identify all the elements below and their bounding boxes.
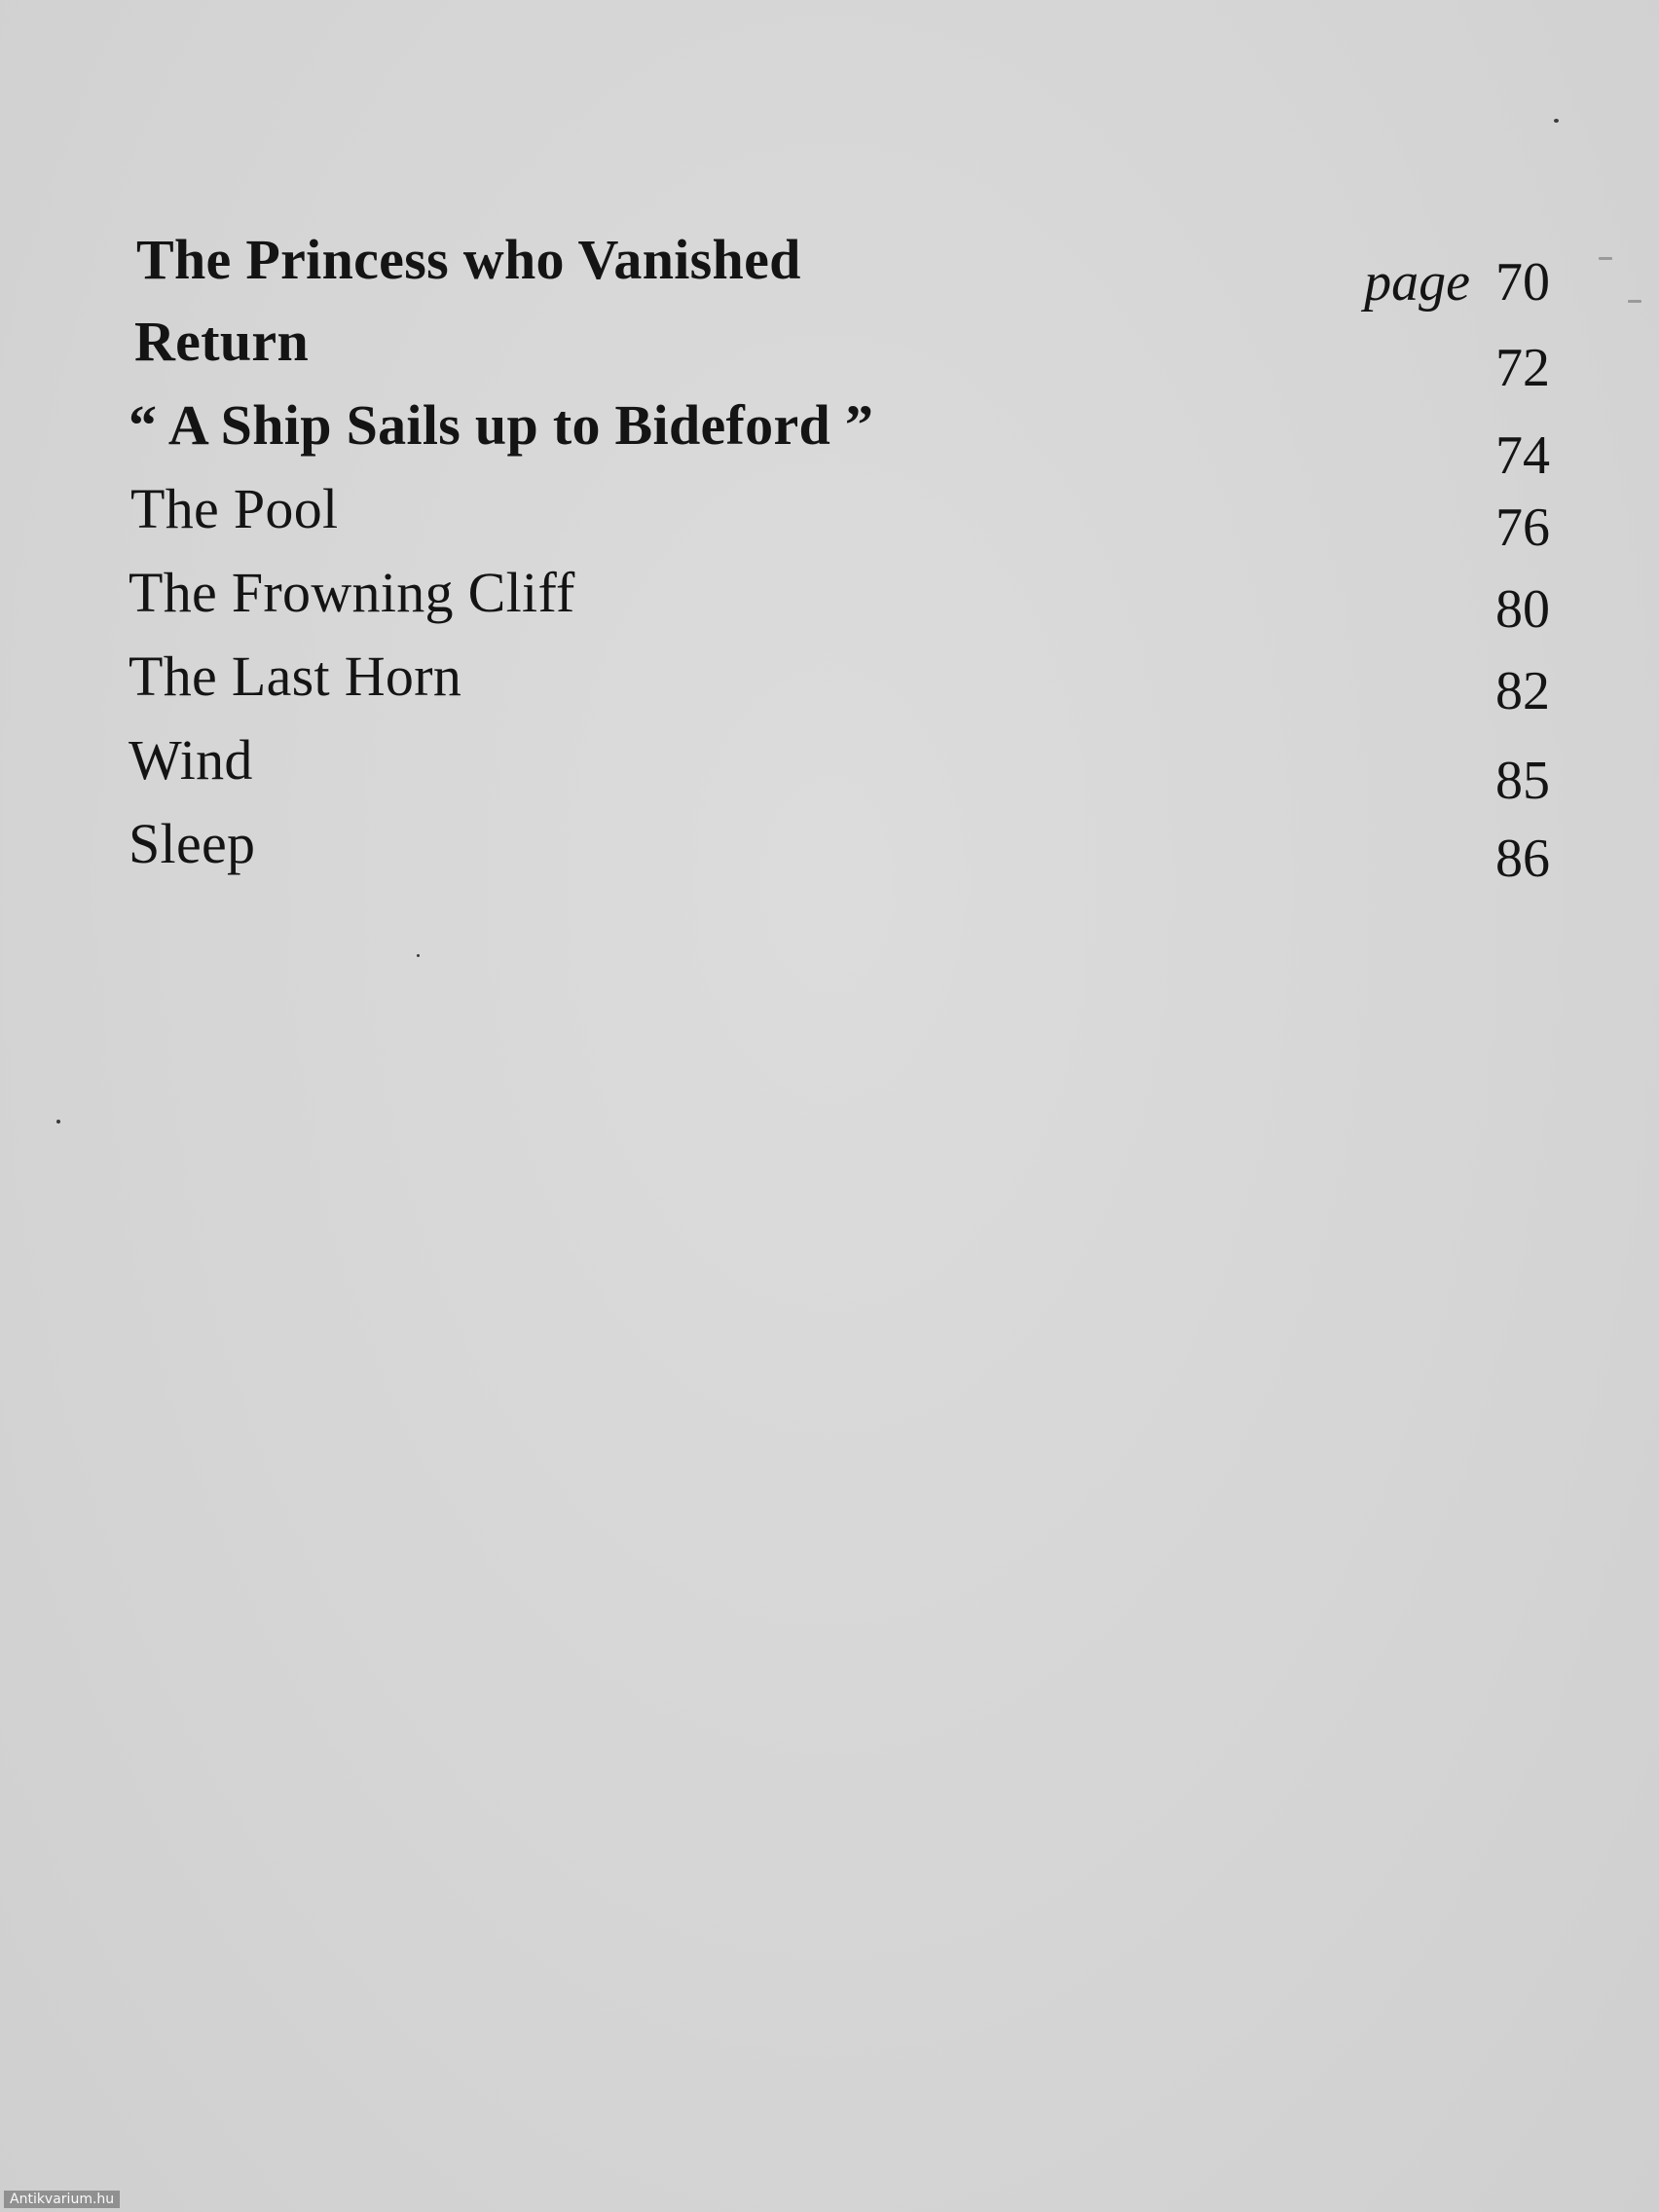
toc-entry-page-number: 82: [1495, 661, 1550, 721]
toc-entry-title: Sleep: [129, 812, 256, 875]
toc-entry-title: The Pool: [130, 477, 339, 540]
paper-speck: [1628, 300, 1641, 303]
toc-entry-page-number: 80: [1495, 579, 1550, 640]
paper-speck: [56, 1120, 60, 1124]
toc-entry-page: [1364, 252, 1550, 313]
paper-speck: [417, 954, 420, 957]
toc-entry-page-number: 74: [1495, 425, 1550, 486]
paper-speck: [1599, 257, 1612, 260]
toc-entry-page-number: 72: [1495, 338, 1550, 398]
toc-entry-title: “ A Ship Sails up to Bideford ”: [129, 393, 874, 457]
toc-entry-page-number: 85: [1495, 751, 1550, 811]
toc-entry-page-number: 86: [1495, 829, 1550, 889]
toc-entry-page-number: 76: [1495, 498, 1550, 558]
watermark: Antikvarium.hu: [4, 2191, 120, 2208]
toc-entry-title: The Last Horn: [129, 645, 462, 708]
page-label: page: [1364, 252, 1470, 313]
toc-entry-title: Wind: [129, 728, 253, 792]
toc-entry-title: The Princess who Vanished: [136, 228, 801, 291]
toc-entry-title: Return: [134, 310, 310, 373]
toc-entry-title: The Frowning Cliff: [129, 561, 575, 624]
toc-entry-page-number: 70: [1495, 252, 1550, 313]
paper-speck: [1554, 119, 1559, 123]
